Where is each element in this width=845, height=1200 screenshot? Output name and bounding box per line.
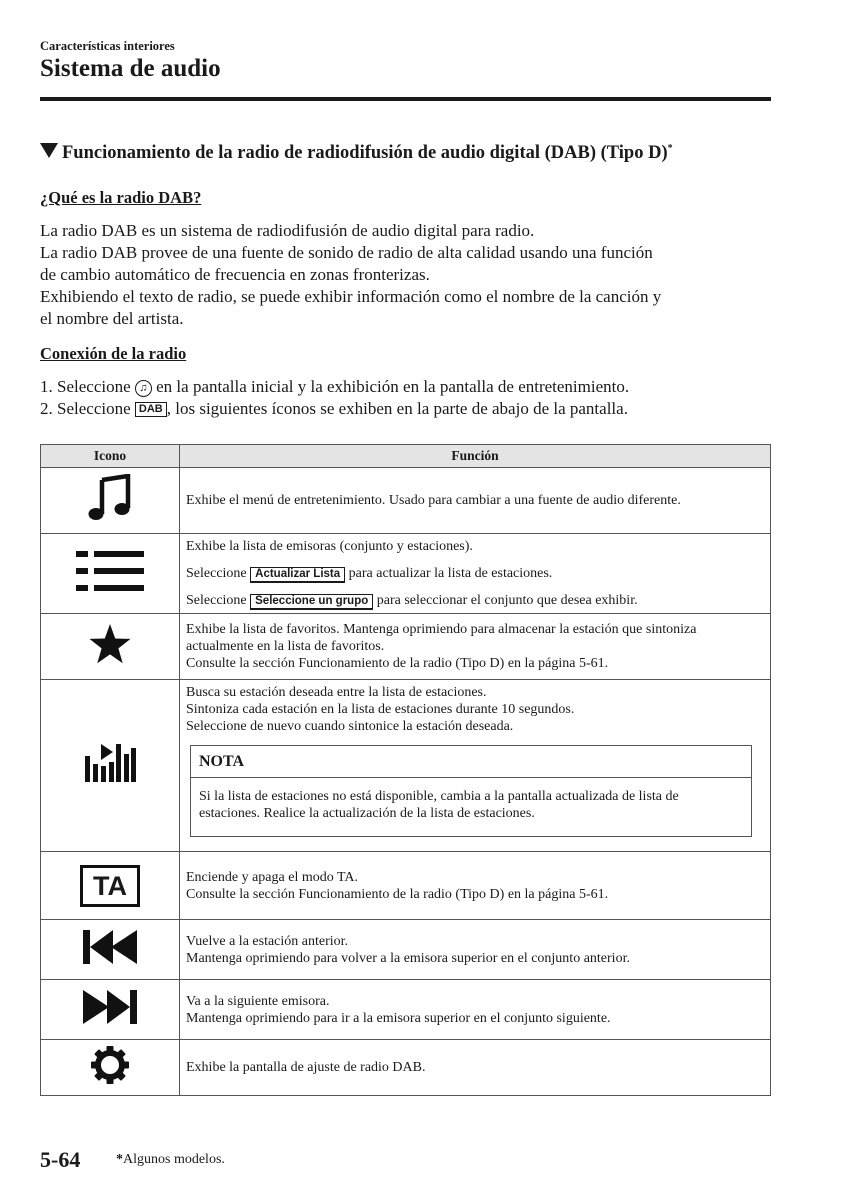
music-note-icon: ♫: [135, 380, 152, 397]
paragraph-line: Exhibiendo el texto de radio, se puede exhibir información como el nombre de la canción y: [40, 287, 662, 306]
note-text: estaciones. Realice la actualización de la lista de estaciones.: [199, 806, 535, 821]
step-text: 2. Seleccione: [40, 399, 135, 418]
table-row: [41, 614, 771, 680]
note-box: [190, 745, 752, 837]
function-text: [186, 565, 764, 582]
table-row: [41, 852, 771, 920]
paragraph-line: de cambio automático de frecuencia en zonas fronterizas.: [40, 265, 430, 284]
icon-cell: [41, 920, 180, 980]
connection-heading: Conexión de la radio: [40, 344, 187, 363]
table-row: [41, 980, 771, 1040]
select-group-button-label: Seleccione un grupo: [250, 594, 373, 609]
function-text: Exhibe el menú de entretenimiento. Usado para cambiar a una fuente de audio diferente.: [186, 493, 681, 508]
page-number: 5-64: [40, 1147, 81, 1172]
paragraph-line: el nombre del artista.: [40, 309, 184, 328]
function-text: para seleccionar el conjunto que desea exhibir.: [373, 593, 638, 608]
function-cell: [180, 920, 771, 980]
function-cell: [180, 1040, 771, 1096]
icon-cell: [41, 980, 180, 1040]
what-is-heading: ¿Qué es la radio DAB?: [40, 188, 202, 207]
function-text: Consulte la sección Funcionamiento de la radio (Tipo D) en la página 5-61.: [186, 656, 609, 671]
function-text: Mantenga oprimiendo para volver a la emisora superior en el conjunto anterior.: [186, 950, 630, 966]
note-text: Si la lista de estaciones no está disponible, cambia a la pantalla actualizada de lista de: [199, 789, 679, 804]
triangle-bullet-icon: [40, 143, 58, 158]
function-cell: [180, 680, 771, 852]
section-title: [40, 143, 673, 164]
function-text: Exhibe la pantalla de ajuste de radio DAB.: [186, 1060, 426, 1075]
table-row: [41, 468, 771, 534]
step-2: [40, 398, 629, 420]
table-row: [41, 534, 771, 614]
update-list-button-label: Actualizar Lista: [250, 567, 345, 582]
function-cell: [180, 534, 771, 614]
function-text: para actualizar la lista de estaciones.: [345, 566, 553, 581]
function-text: Seleccione: [186, 566, 251, 581]
icon-cell: [41, 534, 180, 614]
function-table: [40, 444, 771, 1096]
function-text: Enciende y apaga el modo TA.: [186, 869, 359, 885]
breadcrumb: Características interiores: [40, 39, 175, 53]
icon-cell: [41, 680, 180, 852]
ta-icon: TA: [80, 865, 140, 907]
gear-icon: [90, 1045, 130, 1085]
function-text: [186, 592, 764, 609]
table-row: [41, 1040, 771, 1096]
music-note-icon: [88, 474, 132, 522]
function-text: actualmente en la lista de favoritos.: [186, 639, 385, 654]
skip-previous-icon: [82, 929, 138, 965]
function-cell: [180, 468, 771, 534]
step-text: en la pantalla inicial y la exhibición en la pantalla de entretenimiento.: [151, 377, 630, 396]
table-header-row: [41, 445, 771, 468]
list-icon: [74, 549, 146, 593]
footnote: [116, 1152, 225, 1168]
function-cell: [180, 852, 771, 920]
function-text: Seleccione: [186, 593, 251, 608]
title-rule: [40, 97, 771, 101]
footnote-mark: *: [667, 143, 673, 154]
column-header-icon: Icono: [41, 445, 180, 468]
icon-cell: [41, 468, 180, 534]
icon-cell: [41, 852, 180, 920]
star-icon: [88, 623, 132, 665]
skip-next-icon: [82, 989, 138, 1025]
function-text: Consulte la sección Funcionamiento de la radio (Tipo D) en la página 5-61.: [186, 886, 609, 902]
footnote-mark: *: [116, 1152, 123, 1167]
function-text: Vuelve a la estación anterior.: [186, 933, 349, 949]
function-text: Va a la siguiente emisora.: [186, 993, 330, 1009]
page-title: Sistema de audio: [40, 55, 221, 82]
note-body: [191, 778, 751, 836]
function-text: Exhibe la lista de favoritos. Mantenga oprimiendo para almacenar la estación que sintoniza: [186, 622, 697, 637]
scan-icon: [83, 742, 137, 784]
function-text: Busca su estación deseada entre la lista de estaciones.: [186, 685, 487, 700]
footnote-text: Algunos modelos.: [123, 1152, 225, 1167]
function-cell: [180, 614, 771, 680]
paragraph-line: La radio DAB provee de una fuente de sonido de radio de alta calidad usando una función: [40, 243, 653, 262]
function-text: Seleccione de nuevo cuando sintonice la estación deseada.: [186, 719, 514, 734]
step-text: , los siguientes íconos se exhiben en la parte de abajo de la pantalla.: [166, 399, 628, 418]
table-row: [41, 920, 771, 980]
function-text: Exhibe la lista de emisoras (conjunto y estaciones).: [186, 539, 473, 554]
function-text: Sintoniza cada estación en la lista de estaciones durante 10 segundos.: [186, 702, 575, 717]
function-cell: [180, 980, 771, 1040]
connection-steps: [40, 376, 629, 420]
table-row: [41, 680, 771, 852]
what-is-paragraph: [40, 220, 775, 330]
icon-cell: [41, 1040, 180, 1096]
step-1: [40, 376, 629, 398]
column-header-function: Función: [180, 445, 771, 468]
note-heading: NOTA: [191, 746, 751, 778]
section-title-text: Funcionamiento de la radio de radiodifusión de audio digital (DAB) (Tipo D): [62, 143, 668, 164]
function-text: Mantenga oprimiendo para ir a la emisora superior en el conjunto siguiente.: [186, 1010, 611, 1026]
dab-button-label: DAB: [135, 402, 167, 417]
icon-cell: [41, 614, 180, 680]
step-text: 1. Seleccione: [40, 377, 135, 396]
paragraph-line: La radio DAB es un sistema de radiodifusión de audio digital para radio.: [40, 221, 535, 240]
